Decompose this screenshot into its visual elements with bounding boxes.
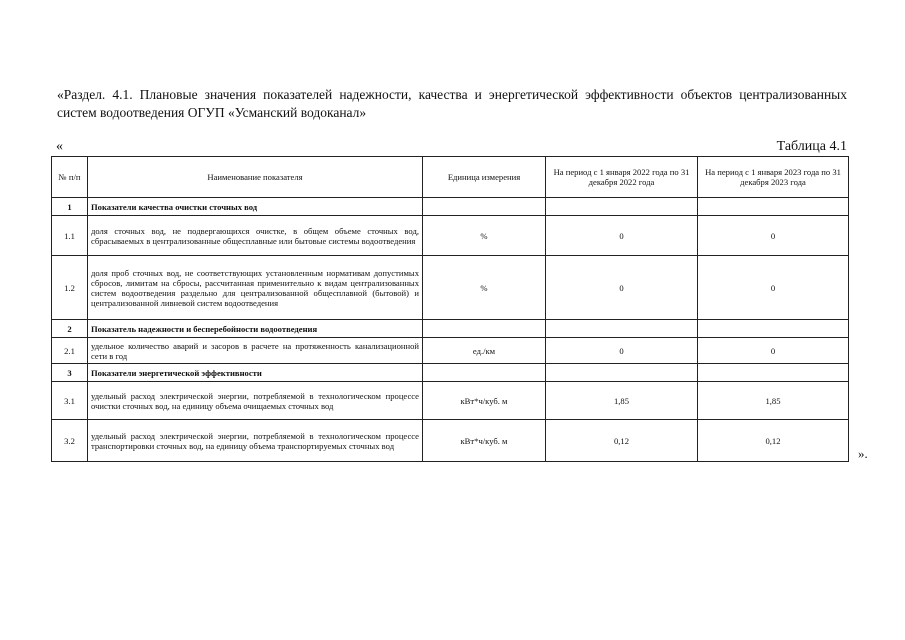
row-unit bbox=[423, 320, 546, 338]
table-row bbox=[52, 198, 849, 216]
header-period-2022: На период с 1 января 2022 года по 31 декабря 2022 года bbox=[546, 157, 698, 198]
row-unit: % bbox=[423, 216, 546, 256]
header-period-2023: На период с 1 января 2023 года по 31 декабря 2023 года bbox=[698, 157, 849, 198]
row-name: доля сточных вод, не подвергающихся очистке, в общем объеме сточных вод, сбрасываемых в централизованные общесплавные или бытовые системы водоотведения bbox=[88, 216, 423, 256]
indicators-table bbox=[51, 156, 849, 462]
table-row bbox=[52, 256, 849, 320]
row-value-2023: 0,12 bbox=[698, 420, 849, 462]
row-value-2022: 1,85 bbox=[546, 382, 698, 420]
table-open-quote: « bbox=[56, 139, 63, 154]
section-intro-text: «Раздел. 4.1. Плановые значения показателей надежности, качества и энергетической эффективности объектов централизованных систем водоотведения ОГУП «Усманский водоканал» bbox=[57, 87, 847, 120]
header-name: Наименование показателя bbox=[88, 157, 423, 198]
row-name: удельный расход электрической энергии, потребляемой в технологическом процессе транспортировки сточных вод, на единицу объема транспортируемых сточных вод bbox=[88, 420, 423, 462]
row-name: Показатели качества очистки сточных вод bbox=[88, 198, 423, 216]
table-row bbox=[52, 216, 849, 256]
row-unit: ед./км bbox=[423, 338, 546, 364]
row-name: удельный расход электрической энергии, потребляемой в технологическом процессе очистки сточных вод, на единицу объема очищаемых сточных вод bbox=[88, 382, 423, 420]
row-value-2023 bbox=[698, 198, 849, 216]
row-value-2023 bbox=[698, 364, 849, 382]
row-value-2022: 0,12 bbox=[546, 420, 698, 462]
row-value-2023: 0 bbox=[698, 256, 849, 320]
table-row bbox=[52, 320, 849, 338]
row-value-2022 bbox=[546, 320, 698, 338]
table-header-row bbox=[52, 157, 849, 198]
row-num: 1.2 bbox=[52, 256, 88, 320]
row-num: 1 bbox=[52, 198, 88, 216]
row-value-2023: 1,85 bbox=[698, 382, 849, 420]
row-value-2022: 0 bbox=[546, 216, 698, 256]
row-unit: кВт*ч/куб. м bbox=[423, 420, 546, 462]
table-close-quote: ». bbox=[858, 446, 868, 461]
row-name: удельное количество аварий и засоров в расчете на протяженность канализационной сети в год bbox=[88, 338, 423, 364]
row-name: Показатель надежности и бесперебойности водоотведения bbox=[88, 320, 423, 338]
row-num: 3 bbox=[52, 364, 88, 382]
row-name: доля проб сточных вод, не соответствующих установленным нормативам допустимых сбросов, лимитам на сбросы, рассчитанная применительно к видам централизованных систем водоотведения раздельно для централизованной общесплавной (бытовой) и централизованной ливневой систем водоотведения bbox=[88, 256, 423, 320]
row-value-2022: 0 bbox=[546, 256, 698, 320]
row-value-2022 bbox=[546, 198, 698, 216]
row-value-2022 bbox=[546, 364, 698, 382]
row-unit: % bbox=[423, 256, 546, 320]
row-value-2023: 0 bbox=[698, 216, 849, 256]
row-num: 3.1 bbox=[52, 382, 88, 420]
table-row bbox=[52, 382, 849, 420]
header-unit: Единица измерения bbox=[423, 157, 546, 198]
table-row bbox=[52, 338, 849, 364]
header-num: № п/п bbox=[52, 157, 88, 198]
row-unit: кВт*ч/куб. м bbox=[423, 382, 546, 420]
row-value-2023: 0 bbox=[698, 338, 849, 364]
row-num: 2 bbox=[52, 320, 88, 338]
row-num: 2.1 bbox=[52, 338, 88, 364]
row-unit bbox=[423, 198, 546, 216]
row-num: 3.2 bbox=[52, 420, 88, 462]
table-row bbox=[52, 420, 849, 462]
row-value-2023 bbox=[698, 320, 849, 338]
row-name: Показатели энергетической эффективности bbox=[88, 364, 423, 382]
row-unit bbox=[423, 364, 546, 382]
table-caption: Таблица 4.1 bbox=[776, 139, 847, 154]
table-row bbox=[52, 364, 849, 382]
row-value-2022: 0 bbox=[546, 338, 698, 364]
row-num: 1.1 bbox=[52, 216, 88, 256]
